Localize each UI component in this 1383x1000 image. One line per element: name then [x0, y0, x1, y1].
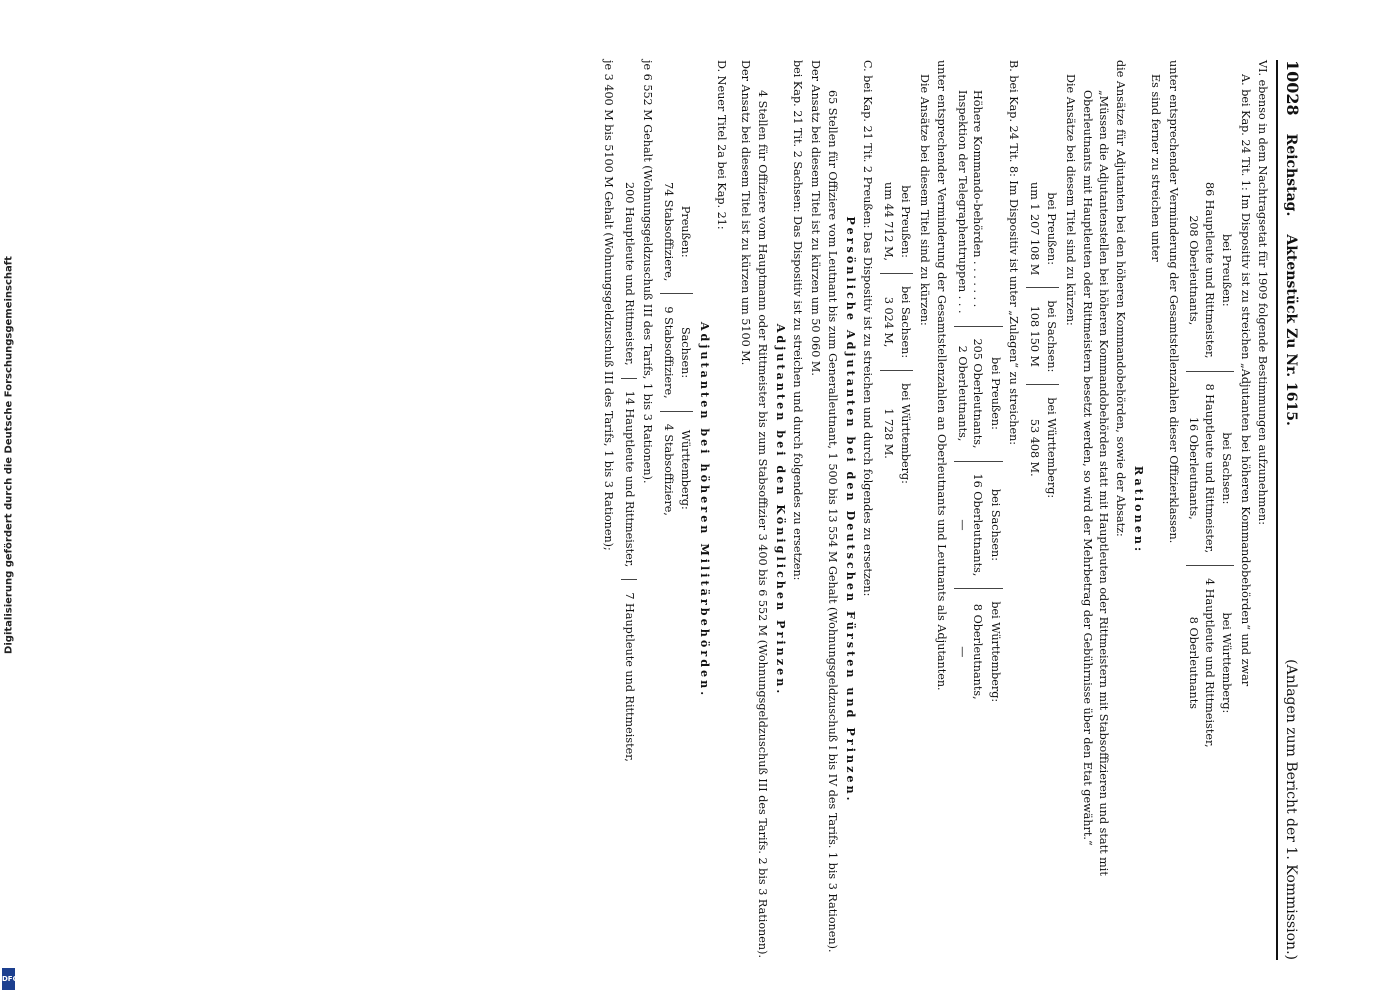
t2-h3: bei Württemberg: — [1042, 385, 1060, 510]
table-zulagen-amounts — [881, 170, 914, 496]
running-header — [1277, 60, 1301, 960]
t4-h1: bei Preußen: — [899, 185, 913, 258]
paragraph-unter1: unter entsprechender Verminderung der Gesamtstellenzahlen dieser Offizierklassen. — [1167, 60, 1180, 544]
page-number: 10028 — [1283, 60, 1302, 116]
section-c: C. bei Kap. 21 Tit. 2 Preußen: Das Dispositiv ist zu streichen und durch folgendes zu ersetzen: — [861, 60, 875, 597]
paragraph-je2: je 3 400 M bis 5100 M Gehalt (Wohnungsgeldzuschuß III des Tarifs, 1 bis 3 Rationen); — [602, 60, 616, 551]
section-b: B. bei Kap. 24 Tit. 8: Im Dispositiv ist unter „Zulagen“ zu streichen: — [1007, 60, 1021, 446]
paragraph-rationen: die Ansätze für Adjutanten bei den höheren Kommandobehörden, sowie der Absatz: — [1114, 60, 1128, 537]
t3-h1: bei Preußen: — [986, 326, 1004, 461]
paragraph-unter2: unter entsprechender Verminderung der Gesamtstellenzahlen an Oberleutnants und Leutnants als Adjutanten. — [935, 60, 949, 691]
t4-h2: bei Sachsen: — [896, 274, 914, 371]
t1-r1c1: 86 Hauptleute und Rittmeister, — [1203, 182, 1216, 359]
table-a-officers — [1186, 170, 1235, 760]
t3-c1: 8 Oberleutnants, — [970, 589, 986, 714]
header-reference: (Anlagen zum Bericht der 1. Kommission.) — [1283, 659, 1299, 960]
t5-r1c3: 4 Stabsoffiziere, — [661, 411, 677, 528]
t4-v2: 3 024 M, — [881, 274, 897, 371]
t5-r1c2: 9 Stabsoffiziere, — [661, 294, 677, 411]
heading-persoenlich: Persönliche Adjutanten bei den Deutschen Fürsten und Prinzen. — [844, 216, 858, 804]
paragraph-4-stellen: 4 Stellen für Offiziere vom Hauptmann oder Rittmeister bis zum Stabsoffizier 3 400 bis 6 552 M (Wohnungsgeldzuschuß III des Tarifs. 2 bis 3 Rationen). — [756, 90, 770, 959]
t3-h3: bei Württemberg: — [986, 589, 1004, 714]
table-d-hauptleute — [622, 170, 638, 774]
table-b-zulagen — [955, 90, 1004, 714]
dfg-logo: DFG — [2, 968, 15, 990]
t3-l2: Inspektion der Telegraphentruppen . . . — [956, 90, 969, 314]
paragraph-65-stellen: 65 Stellen für Offiziere vom Leutnant bis zum Generalleutnant, 1 500 bis 13 554 M Gehalt (Wohnungsgeldzuschuß I bis IV des Tarifs. 1 bis 3 Rationen). — [826, 90, 840, 953]
t2-h1: bei Preußen: — [1045, 192, 1059, 265]
t4-v3: 1 728 M. — [881, 371, 897, 496]
quote-paragraph: „Müssen die Adjutantenstellen bei höheren Kommandobehörden statt mit Hauptleuten oder Rittmeistern mit Stabsoffizieren und statt mit Oberleutnants mit Hauptleuten oder Rittmeistern besetzt werden, so wird der Mehrbetrag der Gebührnisse über den Etat gewährt.“ — [1081, 90, 1110, 876]
footer-text: Digitalisierung gefördert durch die Deutsche Forschungsgemeinschaft — [3, 256, 15, 654]
t5-h3: Württemberg: — [676, 411, 694, 528]
heading-rationen: Rationen: — [1132, 465, 1146, 555]
t3-b2: — — [955, 461, 971, 589]
paragraph-ferner: Es sind ferner zu streichen unter — [1149, 74, 1163, 262]
t4-v1: um 44 712 M, — [882, 182, 895, 262]
t3-a2: 2 Oberleutnants, — [955, 326, 971, 461]
t1-r1c2: 8 Hauptleute und Rittmeister, — [1202, 371, 1218, 566]
t2-v2: 108 150 M — [1027, 288, 1043, 385]
t3-h2: bei Sachsen: — [986, 461, 1004, 589]
t5-r1c1: 74 Stabsoffiziere, — [662, 182, 675, 282]
t1-h1: bei Preußen: — [1220, 233, 1234, 307]
paragraph-ansaetze1: Die Ansätze bei diesem Titel sind zu kürzen: — [1064, 74, 1077, 326]
heading-koenig: Adjutanten bei den Königlichen Prinzen. — [774, 323, 788, 697]
section-vi: VI. ebenso in dem Nachtragsetat für 1909 folgende Bestimmungen aufzunehmen: — [1256, 60, 1270, 525]
t6-c3: 7 Hauptleute und Rittmeister, — [622, 580, 638, 774]
t2-h2: bei Sachsen: — [1042, 288, 1060, 385]
heading-militaer: Adjutanten bei höheren Militärbehörden. — [698, 321, 712, 699]
table-d-stabsoffiziere — [661, 170, 694, 528]
paragraph-je1: je 6 552 M Gehalt (Wohnungsgeldzuschuß III des Tarifs, 1 bis 3 Rationen). — [641, 60, 655, 484]
section-a: A. bei Kap. 24 Tit. 1: Im Dispositiv ist zu streichen „Adjutanten bei höheren Kommandobehörden“ und zwar — [1239, 74, 1252, 687]
t3-l1: Höhere Kommando-behörden . . . . . . . — [971, 90, 985, 308]
t3-a1: 205 Oberleutnants, — [970, 326, 986, 461]
t1-h2: bei Sachsen: — [1217, 371, 1235, 566]
t1-h3: bei Württemberg: — [1217, 566, 1235, 760]
t5-h1: Preußen: — [679, 205, 693, 258]
rotated-page-frame — [60, 60, 1300, 960]
table-rationen-amounts — [1027, 170, 1060, 510]
header-aktenstueck: Aktenstück Zu Nr. 1615. — [1283, 234, 1299, 426]
section-d: D. Neuer Titel 2a bei Kap. 21: — [715, 60, 729, 230]
header-reichstag: Reichstag. — [1283, 133, 1299, 217]
t1-r2c3: 8 Oberleutnants — [1186, 566, 1202, 760]
t6-c1: 200 Hauptleute und Rittmeister, — [623, 182, 636, 366]
t2-v3: 53 408 M. — [1027, 385, 1043, 510]
paragraph-ansatz2: Der Ansatz bei diesem Titel ist zu kürzen um 5100 M. — [739, 60, 752, 366]
paragraph-sachsen: bei Kap. 21 Tit. 2 Sachsen: Das Dispositiv ist zu streichen und durch folgendes zu ersetzen: — [791, 60, 805, 581]
t6-c2: 14 Hauptleute und Rittmeister, — [622, 378, 638, 580]
t3-c2: — — [955, 589, 971, 714]
t2-v1: um 1 207 108 M — [1028, 182, 1041, 276]
t4-h3: bei Württemberg: — [896, 371, 914, 496]
paragraph-ansatz1: Der Ansatz bei diesem Titel ist zu kürzen um 50 060 M. — [809, 60, 822, 376]
paragraph-ansaetze2: Die Ansätze bei diesem Titel sind zu kürzen: — [918, 74, 931, 326]
document-page — [60, 60, 1300, 960]
t1-r2c1: 208 Oberleutnants, — [1187, 215, 1201, 326]
t1-r1c3: 4 Hauptleute und Rittmeister, — [1202, 566, 1218, 760]
t5-h2: Sachsen: — [676, 294, 694, 411]
t1-r2c2: 16 Oberleutnants, — [1186, 371, 1202, 566]
t3-b1: 16 Oberleutnants, — [970, 461, 986, 589]
digitization-footer — [0, 0, 18, 1000]
